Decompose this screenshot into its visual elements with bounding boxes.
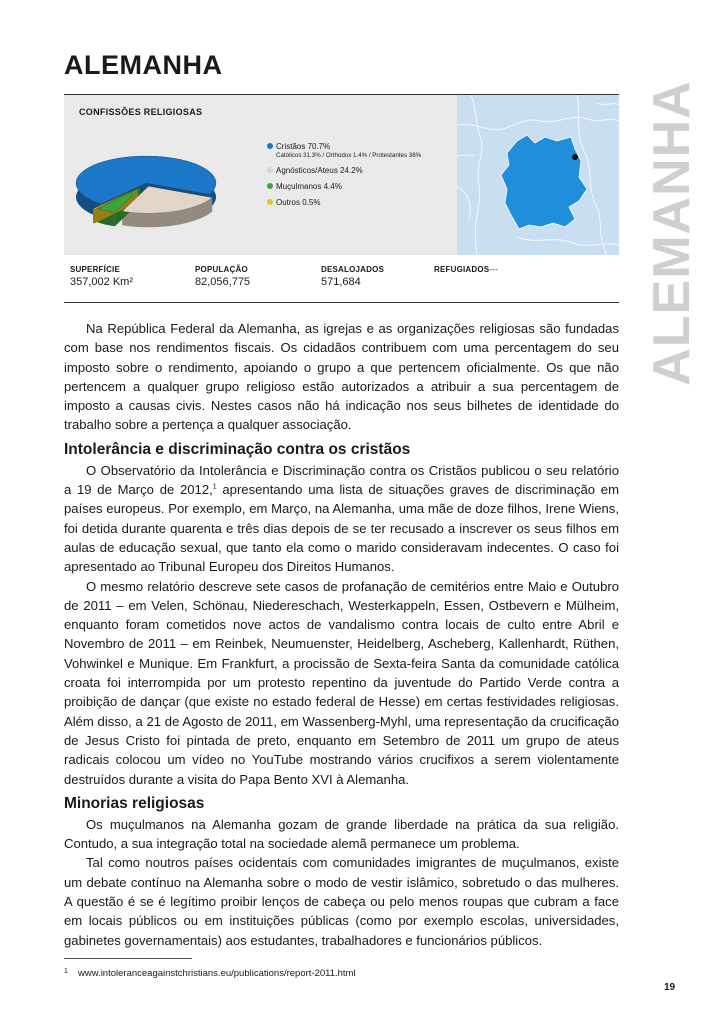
- article-body: [64, 319, 619, 950]
- legend-label-muslims: Muçulmanos 4.4%: [276, 182, 342, 191]
- footnote-link: www.intoleranceagainstchristians.eu/publications/report-2011.html: [78, 968, 356, 979]
- footnote-divider: [64, 958, 192, 959]
- stat-refugees: [434, 265, 498, 274]
- legend-sub-christians: Católicos 31.3% / Orthodox 1.4% / Protestantes 38%: [276, 152, 422, 159]
- stat-refugees-label-text: REFUGIADOS: [434, 265, 490, 274]
- paragraph: Os muçulmanos na Alemanha gozam de grande liberdade na prática da sua religião. Contudo, a sua integração total na sociedade alemã permanece um problema.: [64, 816, 619, 852]
- stat-population-value: 82,056,775: [195, 276, 251, 288]
- legend-dot-agnostics: [267, 167, 273, 173]
- stat-displaced: [321, 265, 384, 288]
- stat-population: [195, 265, 250, 288]
- paragraph: Na República Federal da Alemanha, as igrejas e as organizações religiosas são fundadas com base nos rendimentos fiscais. Os cidadãos contribuem com uma percentagem do seu imposto sobre o rendimento, apoiando o grupo a que pertencem oficialmente. Os que não pertencem a qualquer grupo religioso estão autorizados a atribuir a sua percentagem de imposto a causas civis. Nestes casos não há indicação nos seus bilhetes de identidade do trabalho sobre a pertença a qualquer associação.: [64, 321, 619, 433]
- page-title: ALEMANHA: [64, 50, 223, 80]
- footnote: [64, 968, 356, 979]
- berlin-marker: [572, 154, 578, 160]
- paragraph: O mesmo relatório descreve sete casos de profanação de cemitérios entre Maio e Outubro de 2011 – em Velen, Schönau, Niedereschach, Westerkappeln, Essen, Ostbevern e Mülheim, enquanto foram cometidos nove actos de vandalismo contra locais de culto entre Abril e Novembro de 2011 – em Reinbek, Neumuenster, Heidelberg, Ascheberg, Kallenhardt, Rüthen, Vohwinkel e Munique. Em Frankfurt, a procissão de Sexta-feira Santa da comunidade católica croata foi interrompida por um protesto repentino da juventude do Partido Verde contra a proibição de dançar (que existe no estado federal de Hesse) em certas festividades religiosas. Além disso, a 21 de Agosto de 2011, em Wassenberg-Myhl, uma representação da crucificação de Jesus Cristo foi pintada de preto, enquanto em Setembro de 2011 um grupo de ateus radicais colocou um vídeo no YouTube mostrando vários crucifixos a serem violentamente destruídos durante a visita do Papa Bento XVI à Alemanha.: [64, 578, 619, 787]
- paragraph-text: apresentando uma lista de situações graves de discriminação em países europeus. Por exemplo, em Março, na Alemanha, uma mãe de doze filhos, Irene Wiens, foi detida durante quarenta e três dias depois de se ter recusado a inscrever os seus filhos em aulas de educação sexual, que tanto ela como o marido consideravam indecentes. O caso foi apresentado ao Tribunal Europeu dos Direitos Humanos.: [64, 482, 620, 575]
- legend-item-agnostics: [267, 165, 457, 176]
- legend-item-christians: [267, 141, 457, 160]
- legend-dot-christians: [267, 143, 273, 149]
- religion-chart-panel: [64, 95, 457, 255]
- germany-shape: [501, 135, 587, 229]
- footnote-number: 1: [64, 968, 68, 975]
- legend-label-agnostics: Agnósticos/Ateus 24.2%: [276, 166, 363, 175]
- stat-area-value: 357,002 Km²: [70, 276, 133, 288]
- stat-population-label: POPULAÇÃO: [195, 265, 248, 274]
- religion-pie-chart: [64, 95, 264, 255]
- germany-map: [457, 95, 619, 255]
- legend-item-muslims: [267, 181, 457, 192]
- page-number: 19: [664, 982, 676, 993]
- country-stats: [64, 265, 619, 303]
- paragraph: [64, 461, 619, 577]
- stat-displaced-label: DESALOJADOS: [321, 265, 385, 274]
- section-heading: Intolerância e discriminação contra os cristãos: [64, 440, 411, 458]
- stat-area-label: SUPERFÍCIE: [70, 265, 121, 274]
- legend-dot-muslims: [267, 183, 273, 189]
- side-title-text: ALEMANHA: [643, 80, 701, 386]
- legend-label-others: Outros 0.5%: [276, 198, 321, 207]
- stat-refugees-label: [434, 265, 498, 274]
- stat-refugees-value: ---: [489, 265, 498, 274]
- stat-displaced-value: 571,684: [321, 276, 361, 288]
- stat-area: [70, 265, 133, 288]
- legend-dot-others: [267, 199, 273, 205]
- chart-heading: CONFISSÕES RELIGIOSAS: [79, 107, 203, 117]
- paragraph-text: O Observatório da Intolerância e Discriminação contra os Cristãos publicou o seu relatório a 19 de Março de 2012,: [64, 462, 619, 498]
- footnote-ref: 1: [212, 483, 217, 491]
- paragraph: Tal como noutros países ocidentais com comunidades imigrantes de muçulmanos, existe um debate contínuo na Alemanha sobre o modo de vestir islâmico, sobretudo o das mulheres. A questão é se é legítimo proibir lenços de cabeça ou pelo menos roupas que cubram a face em locais públicos ou em instituições públicas (como por exemplo escolas, universidades, gabinetes governamentais) aos estudantes, trabalhadores e funcionários públicos.: [64, 855, 619, 948]
- country-info-box: [64, 94, 619, 302]
- section-heading: Minorias religiosas: [64, 794, 205, 812]
- germany-map-graphic: [457, 95, 619, 255]
- chart-legend: [267, 141, 457, 213]
- side-title: [632, 80, 712, 386]
- legend-label-christians: Cristãos 70.7%: [276, 142, 331, 151]
- legend-item-others: [267, 197, 457, 208]
